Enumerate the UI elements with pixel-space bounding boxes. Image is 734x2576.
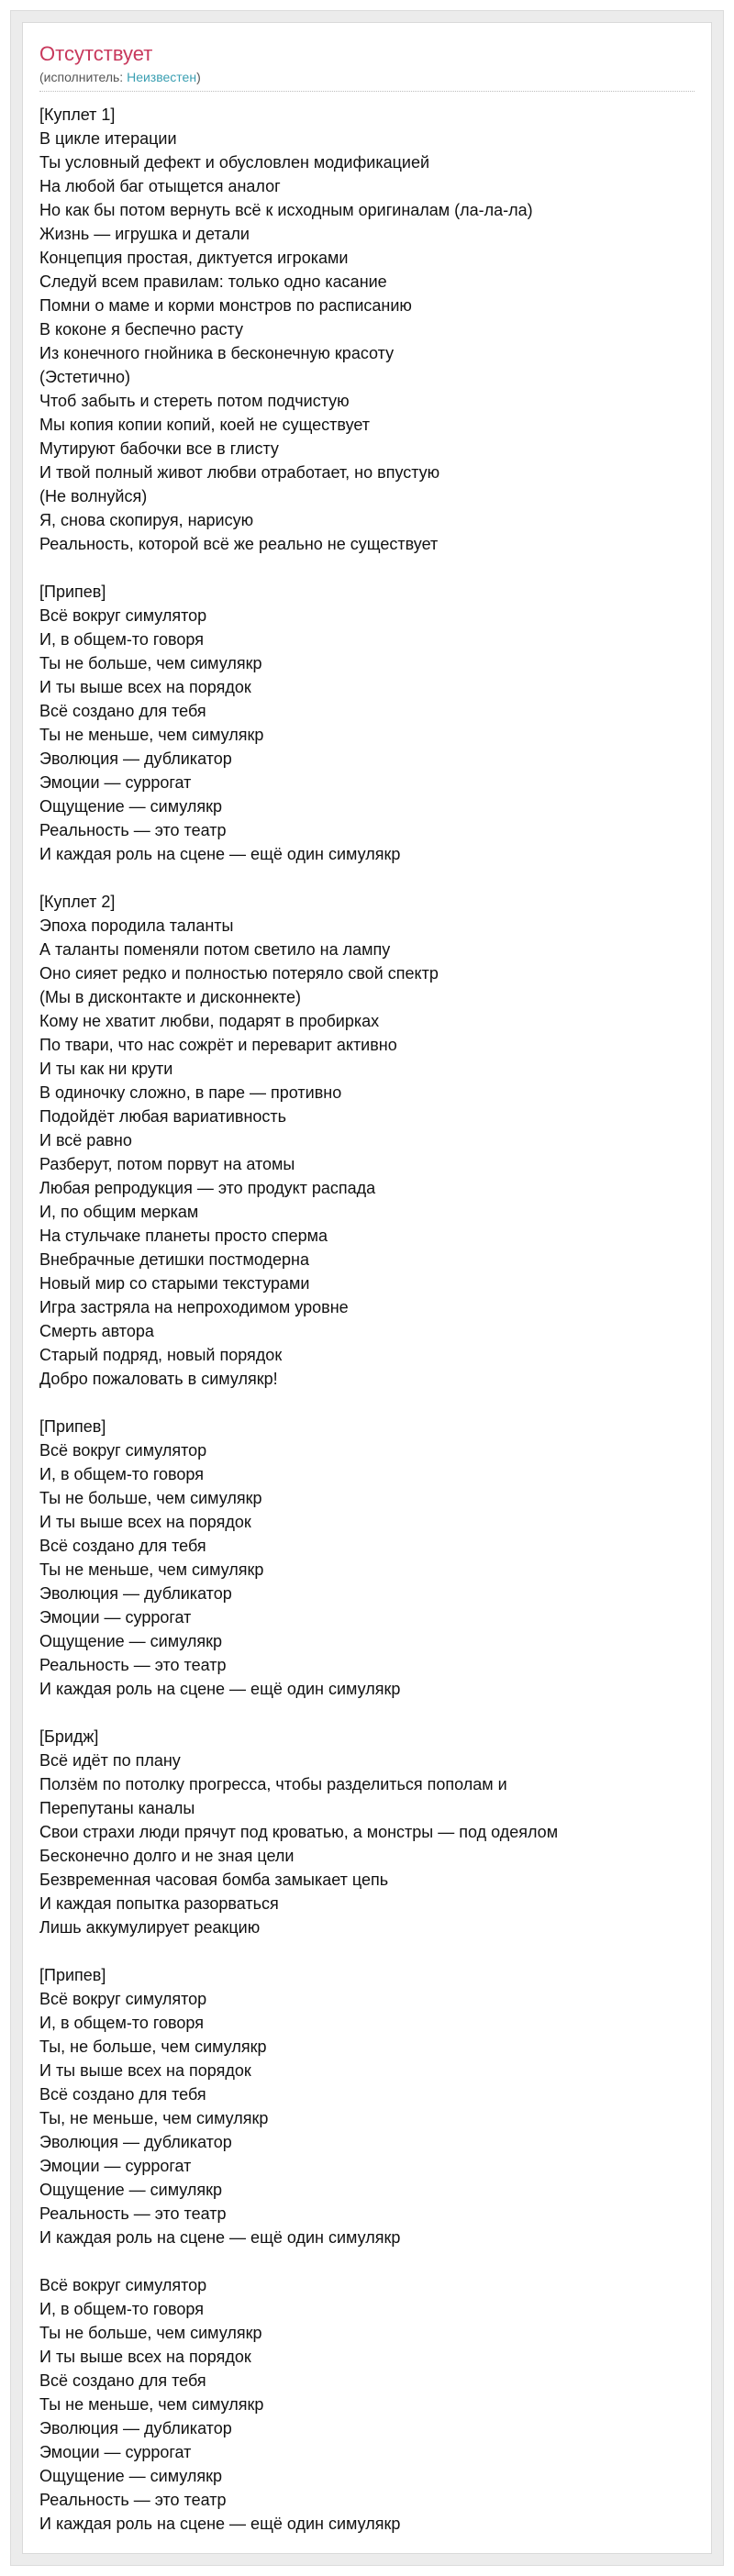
lyric-line: Смерть автора [39,1322,154,1340]
lyric-line: И, в общем-то говоря [39,1465,204,1483]
lyric-line: Следуй всем правилам: только одно касание [39,272,387,291]
lyric-line: И ты как ни крути [39,1060,173,1078]
lyric-line: Эволюция — дубликатор [39,1584,232,1603]
lyrics-section [39,1415,711,1701]
lyric-line: И ты выше всех на порядок [39,2061,251,2080]
lyric-line: И ты выше всех на порядок [39,2348,251,2366]
section-heading: [Куплет 2] [39,893,116,911]
lyric-line: И, в общем-то говоря [39,2014,204,2032]
lyrics-section [39,1725,711,1939]
lyric-line: Любая репродукция — это продукт распада [39,1179,376,1197]
lyric-line: (Эстетично) [39,368,131,386]
lyric-line: Новый мир со старыми текстурами [39,1274,310,1293]
lyric-line: Мутируют бабочки все в глисту [39,439,279,458]
lyric-line: Эволюция — дубликатор [39,2419,232,2437]
lyric-line: Из конечного гнойника в бесконечную красоту [39,344,395,362]
lyric-line: Всё создано для тебя [39,702,206,720]
artist-line [39,69,711,85]
lyric-line: В одиночку сложно, в паре — противно [39,1083,342,1102]
section-heading: [Бридж] [39,1727,99,1746]
lyric-line: Концепция простая, диктуется игроками [39,249,349,267]
lyric-line: Всё вокруг симулятор [39,606,207,625]
lyric-line: Всё вокруг симулятор [39,1990,207,2008]
lyric-line: Помни о маме и корми монстров по расписанию [39,296,412,315]
lyric-line: А таланты поменяли потом светило на лампу [39,940,391,959]
lyric-line: Кому не хватит любви, подарят в пробирках [39,1012,380,1030]
lyric-line: И всё равно [39,1131,132,1149]
section-heading: [Припев] [39,583,106,601]
lyric-line: В цикле итерации [39,129,177,148]
lyric-line: Ты не больше, чем симулякр [39,1489,262,1507]
lyric-line: Всё вокруг симулятор [39,1441,207,1460]
lyric-line: В коконе я беспечно расту [39,320,243,339]
artist-link[interactable]: Неизвестен [127,70,197,84]
lyric-line: Всё создано для тебя [39,1537,206,1555]
lyric-line: Свои страхи люди прячут под кроватью, а монстры — под одеялом [39,1823,559,1841]
lyric-line: Разберут, потом порвут на атомы [39,1155,295,1173]
lyric-line: Реальность — это театр [39,1656,227,1674]
lyric-line: Безвременная часовая бомба замыкает цепь [39,1871,389,1889]
lyric-line: Эмоции — суррогат [39,2443,192,2461]
lyric-line: Чтоб забыть и стереть потом подчистую [39,392,350,410]
lyric-line: Подойдёт любая вариативность [39,1107,287,1126]
lyric-line: Внебрачные детишки постмодерна [39,1250,310,1269]
lyric-line: Ты не больше, чем симулякр [39,2324,262,2342]
lyric-line: Эпоха породила таланты [39,916,234,935]
lyric-line: И ты выше всех на порядок [39,1513,251,1531]
song-title: Отсутствует [39,42,153,65]
lyric-line: И, в общем-то говоря [39,2300,204,2318]
lyrics-card [22,22,712,2554]
lyric-line: Реальность, которой всё же реально не существует [39,535,439,553]
lyric-line: И, по общим меркам [39,1203,199,1221]
lyric-line: Ты условный дефект и обусловлен модификацией [39,153,430,172]
lyric-line: И ты выше всех на порядок [39,678,251,696]
section-heading: [Припев] [39,1966,106,1984]
lyrics-body [39,103,711,2536]
lyric-line: Всё создано для тебя [39,2371,206,2390]
lyric-line: Ощущение — симулякр [39,2181,223,2199]
lyric-line: Ты, не больше, чем симулякр [39,2037,267,2056]
lyric-line: Ты, не меньше, чем симулякр [39,2109,269,2127]
lyric-line: Эмоции — суррогат [39,773,192,792]
lyric-line: (Не волнуйся) [39,487,148,505]
lyric-line: Я, снова скопируя, нарисую [39,511,254,529]
lyric-line: Ощущение — симулякр [39,797,223,816]
lyric-line: Ползём по потолку прогресса, чтобы разделиться пополам и [39,1775,507,1793]
lyric-line: Ты не больше, чем симулякр [39,654,262,672]
lyric-line: Игра застряла на непроходимом уровне [39,1298,349,1316]
lyric-line: Эмоции — суррогат [39,1608,192,1627]
lyric-line: И каждая попытка разорваться [39,1894,279,1913]
lyric-line: Но как бы потом вернуть всё к исходным оригиналам (ла-ла-ла) [39,201,533,219]
lyric-line: Ощущение — симулякр [39,2467,223,2485]
lyric-line: Всё вокруг симулятор [39,2276,207,2294]
lyric-line: И, в общем-то говоря [39,630,204,649]
artist-suffix: ) [196,70,201,84]
section-heading: [Куплет 1] [39,105,116,124]
lyric-line: Реальность — это театр [39,2204,227,2223]
lyric-line: Ощущение — симулякр [39,1632,223,1650]
lyrics-section [39,2273,711,2536]
lyric-line: Ты не меньше, чем симулякр [39,1560,264,1579]
lyric-line: Реальность — это театр [39,821,227,839]
lyric-line: Мы копия копии копий, коей не существует [39,416,371,434]
lyric-line: Всё идёт по плану [39,1751,181,1770]
lyric-line: И каждая роль на сцене — ещё один симулякр [39,2515,401,2533]
lyric-line: Эмоции — суррогат [39,2157,192,2175]
lyrics-section [39,580,711,866]
lyric-line: И каждая роль на сцене — ещё один симулякр [39,2228,401,2247]
lyrics-section [39,1963,711,2249]
lyric-line: Бесконечно долго и не зная цели [39,1847,295,1865]
lyric-line: На любой баг отыщется аналог [39,177,281,195]
lyric-line: Ты не меньше, чем симулякр [39,2395,264,2414]
lyrics-section [39,103,711,556]
lyric-line: По твари, что нас сожрёт и переварит активно [39,1036,397,1054]
lyrics-card-content [23,23,711,2536]
lyric-line: Жизнь — игрушка и детали [39,225,250,243]
title-divider [39,91,695,92]
section-heading: [Припев] [39,1417,106,1436]
lyric-line: Добро пожаловать в симулякр! [39,1370,278,1388]
lyric-line: Перепутаны каналы [39,1799,195,1817]
lyric-line: Эволюция — дубликатор [39,749,232,768]
lyric-line: Ты не меньше, чем симулякр [39,726,264,744]
lyric-line: Старый подряд, новый порядок [39,1346,283,1364]
lyric-line: И твой полный живот любви отработает, но впустую [39,463,440,482]
lyrics-section [39,890,711,1391]
lyric-line: (Мы в дисконтакте и дисконнекте) [39,988,301,1006]
lyric-line: На стульчаке планеты просто сперма [39,1227,328,1245]
artist-prefix: (исполнитель: [39,70,128,84]
lyric-line: Всё создано для тебя [39,2085,206,2104]
lyric-line: Лишь аккумулирует реакцию [39,1918,261,1937]
lyric-line: Реальность — это театр [39,2491,227,2509]
lyric-line: Оно сияет редко и полностью потеряло свой спектр [39,964,439,983]
lyric-line: И каждая роль на сцене — ещё один симулякр [39,1680,401,1698]
lyric-line: И каждая роль на сцене — ещё один симулякр [39,845,401,863]
lyric-line: Эволюция — дубликатор [39,2133,232,2151]
